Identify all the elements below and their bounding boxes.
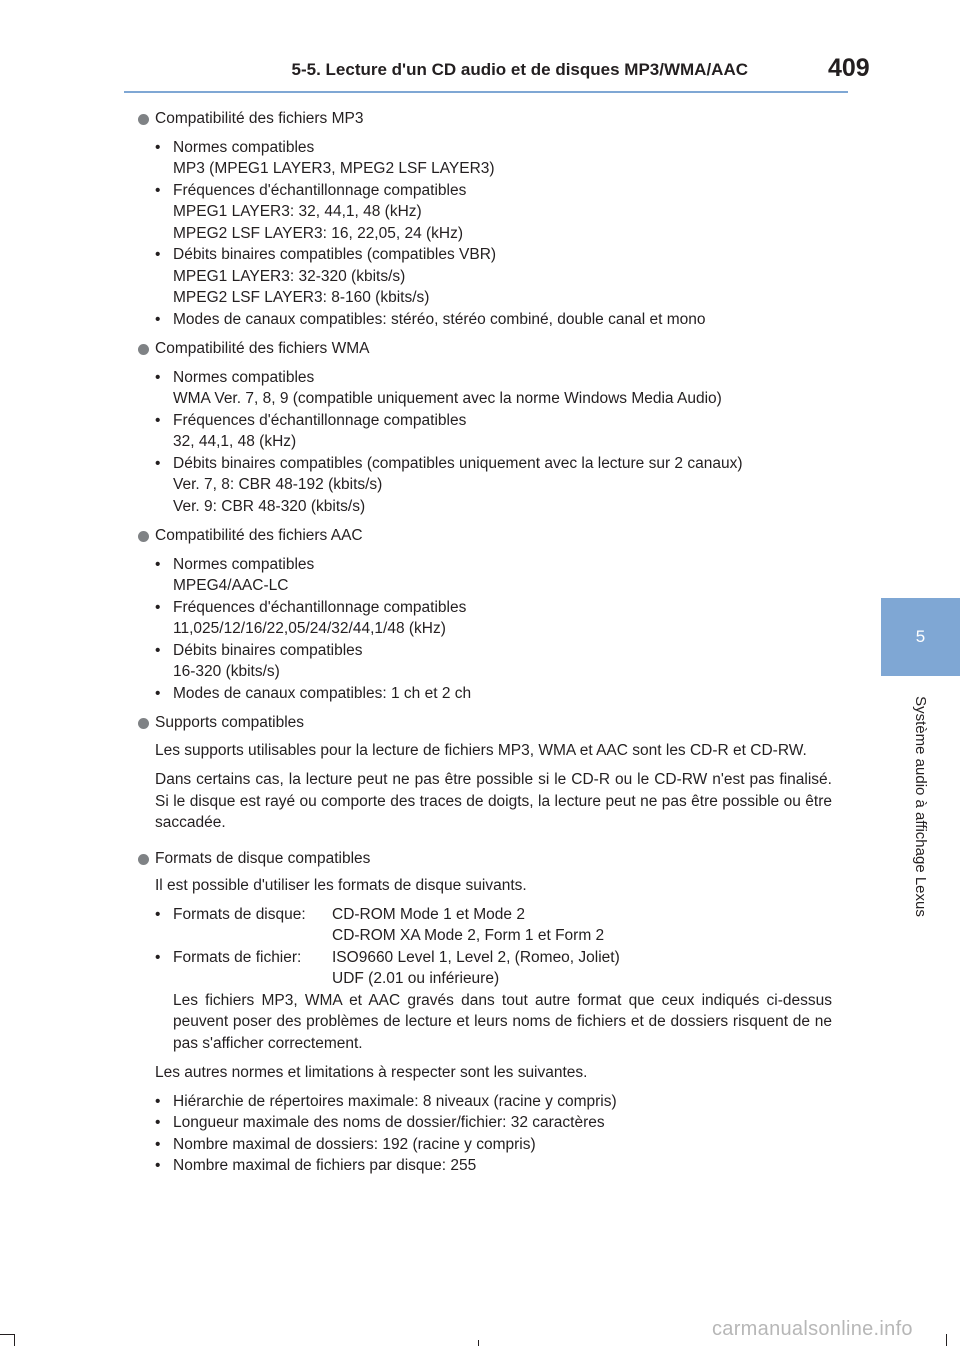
bullet-icon: • <box>155 641 161 659</box>
page-content <box>136 104 832 1177</box>
list-item: • Normes compatibles WMA Ver. 7, 8, 9 (compatible uniquement avec la norme Windows Media Audio) <box>155 368 722 407</box>
paragraph: Il est possible d'utiliser les formats de disque suivants. <box>155 877 527 894</box>
bullet-circle-icon <box>138 854 149 865</box>
section-heading-mp3 <box>136 108 832 130</box>
bullet-icon: • <box>155 1092 161 1110</box>
chapter-tab-label <box>881 678 960 934</box>
bullet-icon: • <box>155 246 161 263</box>
list-item: • Longueur maximale des noms de dossier/fichier: 32 caractères <box>136 1112 832 1134</box>
section-heading-text: Formats de disque compatibles <box>155 849 371 867</box>
list-item: • Débits binaires compatibles (compatibles VBR) MPEG1 LAYER3: 32-320 (kbits/s) MPEG2 LSF LAYER3: 8-160 (kbits/s) <box>155 246 497 306</box>
bullet-icon: • <box>155 905 161 923</box>
list-item: • Normes compatibles MP3 (MPEG1 LAYER3, MPEG2 LSF LAYER3) <box>155 138 495 177</box>
format-term: Formats de disque: <box>173 905 306 923</box>
section-heading-text: Supports compatibles <box>155 714 305 731</box>
list-item: • Fréquences d'échantillonnage compatibles MPEG1 LAYER3: 32, 44,1, 48 (kHz) MPEG2 LSF LAYER3: 16, 22,05, 24 (kHz) <box>155 181 467 242</box>
chapter-tab-label-text: Système audio à affichage Lexus <box>912 695 930 917</box>
bullet-icon: • <box>155 454 161 472</box>
list-item: • Formats de disque: CD-ROM Mode 1 et Mode 2 CD-ROM XA Mode 2, Form 1 et Form 2 <box>155 905 605 944</box>
list-item: • Nombre maximal de fichiers par disque: 255 <box>136 1155 832 1177</box>
crop-mark <box>478 1340 479 1346</box>
limits-list <box>136 1091 832 1177</box>
paragraph: Dans certains cas, la lecture peut ne pas être possible si le CD-R ou le CD-RW n'est pas finalisé. Si le disque est rayé ou comporte des traces de doigts, la lecture peut ne pas être possible ou être saccadée. <box>155 771 832 831</box>
disc-format-list <box>136 904 832 990</box>
list-item: • Modes de canaux compatibles: stéréo, stéréo combiné, double canal et mono <box>136 309 832 331</box>
bullet-icon: • <box>155 555 161 573</box>
bullet-icon: • <box>155 1157 161 1174</box>
header-rule <box>124 91 848 93</box>
page-number: 409 <box>828 54 870 82</box>
list-item: • Débits binaires compatibles (compatibles uniquement avec la lecture sur 2 canaux) Ver. 7, 8: CBR 48-192 (kbits/s) Ver. 9: CBR 48-320 (kbits/s) <box>155 454 743 515</box>
bullet-icon: • <box>155 1114 161 1131</box>
crop-mark <box>946 1334 947 1346</box>
bullet-icon: • <box>155 368 161 386</box>
bullet-icon: • <box>155 684 161 702</box>
paragraph: Les supports utilisables pour la lecture de fichiers MP3, WMA et AAC sont les CD-R et CD-RW. <box>155 741 807 759</box>
crop-mark <box>0 1334 14 1335</box>
bullet-circle-icon <box>138 114 149 125</box>
section-heading-wma <box>136 338 832 360</box>
section-heading-media <box>136 712 832 734</box>
chapter-tab-number: 5 <box>881 598 960 676</box>
section-heading-formats <box>136 848 832 870</box>
mp3-spec-list <box>136 137 832 331</box>
crop-mark <box>14 1334 15 1346</box>
bullet-circle-icon <box>138 344 149 355</box>
list-item: • Fréquences d'échantillonnage compatibles 11,025/12/16/22,05/24/32/44,1/48 (kHz) <box>155 598 467 637</box>
list-item: • Nombre maximal de dossiers: 192 (racine y compris) <box>136 1134 832 1156</box>
bullet-icon: • <box>155 411 161 429</box>
bullet-icon: • <box>155 948 161 966</box>
bullet-icon: • <box>155 138 161 156</box>
list-item: • Formats de fichier: ISO9660 Level 1, Level 2, (Romeo, Joliet) UDF (2.01 ou inférieure) <box>155 948 620 987</box>
section-heading-aac <box>136 525 832 547</box>
bullet-circle-icon <box>138 718 149 729</box>
bullet-icon: • <box>155 310 161 328</box>
list-item: • Hiérarchie de répertoires maximale: 8 niveaux (racine y compris) <box>136 1091 832 1113</box>
bullet-circle-icon <box>138 531 149 542</box>
section-heading-text: Compatibilité des fichiers MP3 <box>155 110 364 127</box>
list-item: • Normes compatibles MPEG4/AAC-LC <box>155 555 315 594</box>
bullet-icon: • <box>155 181 161 199</box>
section-heading-text: Compatibilité des fichiers WMA <box>155 340 370 357</box>
bullet-icon: • <box>155 1135 161 1153</box>
section-heading-text: Compatibilité des fichiers AAC <box>155 527 363 544</box>
wma-spec-list <box>136 367 832 518</box>
list-item: • Fréquences d'échantillonnage compatibles 32, 44,1, 48 (kHz) <box>155 411 467 450</box>
format-term: Formats de fichier: <box>173 948 302 966</box>
bullet-icon: • <box>155 598 161 616</box>
paragraph: Les autres normes et limitations à respecter sont les suivantes. <box>155 1064 588 1081</box>
list-item: • Modes de canaux compatibles: 1 ch et 2 ch <box>136 683 832 705</box>
running-header: 5-5. Lecture d'un CD audio et de disques MP3/WMA/AAC <box>291 60 748 79</box>
list-item: • Débits binaires compatibles 16-320 (kbits/s) <box>155 641 363 680</box>
watermark: carmanualsonline.info <box>712 1318 913 1340</box>
aac-spec-list <box>136 554 832 705</box>
format-note: Les fichiers MP3, WMA et AAC gravés dans tout autre format que ceux indiqués ci-dessus peuvent poser des problèmes de lecture et leurs noms de fichiers et de dossiers risquent de ne pas s'afficher correctement. <box>173 991 832 1052</box>
